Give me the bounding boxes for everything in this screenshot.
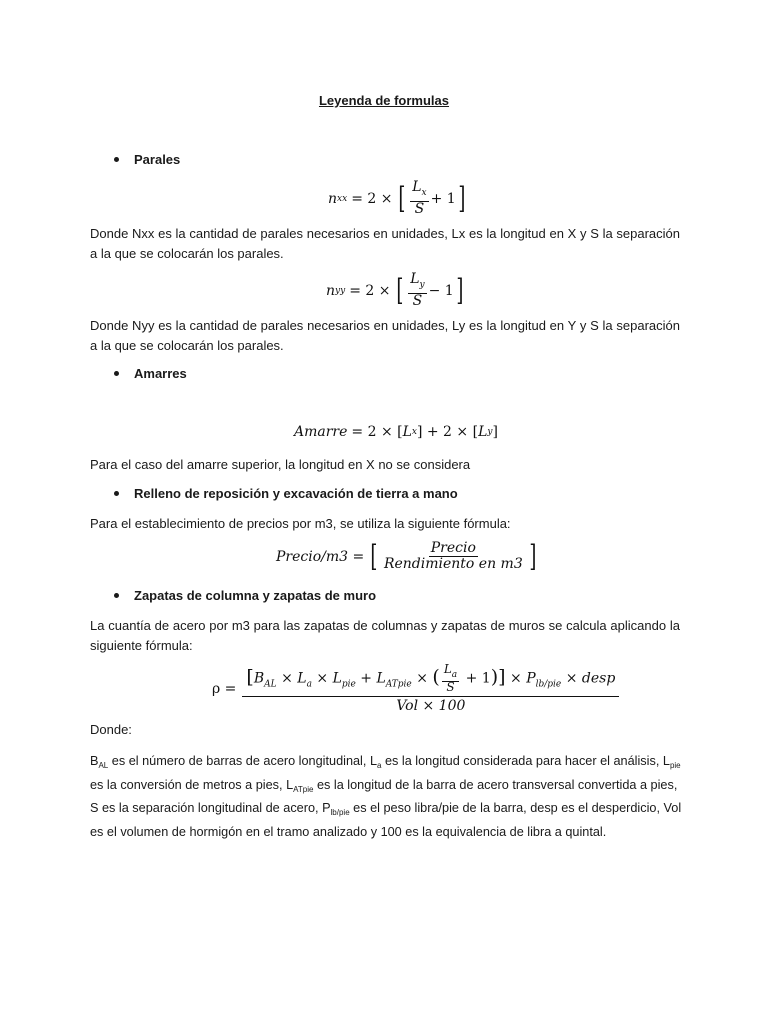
symbol-subscript: pie [669,761,681,770]
formula-symbol: ρ = [212,681,237,698]
bullet-dot-icon [114,593,119,598]
symbol-subscript: a [377,761,382,770]
formula-symbol: Precio/m3 = [276,548,365,565]
bullet-parales [114,152,180,167]
formula-symbol: n [328,190,338,207]
paragraph-nxx: Donde Nxx es la cantidad de parales necesarios en unidades, Lx es la longitud en X y S la separación a la que se colocarán los parales. [90,226,680,261]
formula-operator: + 1 [430,190,456,207]
fraction-denominator: S [414,201,425,217]
formula-subscript: y [487,427,493,437]
paragraph-legend [90,752,686,842]
legend-text: es el peso libra/pie de la barra, desp es el desperdicio, Vol es el volumen de hormigón en el tramo analizado y 100 es la equivalencia de libra a quintal. [90,801,682,839]
formula-symbol: L [402,424,412,440]
bullet-label: Zapatas de columna y zapatas de muro [134,588,377,603]
fraction-numerator: L [410,271,420,287]
bullet-label: Parales [134,152,181,167]
legend-text: es la conversión de metros a pies, [90,777,287,792]
formula-fraction [382,541,525,572]
paragraph-amarre-note: Para el caso del amarre superior, la longitud en X no se considera [90,457,471,472]
legend-text: es la longitud de la barra de acero transversal convertida a pies, S es la separación longitudinal de acero, [90,777,678,815]
bullet-dot-icon [114,491,119,496]
formula-nxx [328,180,467,217]
bracket-open-icon: [ [398,180,406,216]
bracket-open-icon: [ [370,538,378,574]
formula-operator: − 1 [428,282,454,299]
symbol-p: P [322,801,331,815]
bullet-label: Relleno de reposición y excavación de tierra a mano [134,486,458,501]
formula-nyy [326,272,465,309]
formula-operator: = 2 × [351,190,393,207]
fraction-denominator: Rendimiento en m3 [383,556,523,572]
fraction-denominator: S [412,293,423,309]
symbol-b: B [90,754,99,768]
fraction-numerator: [$B_{AL} \times L_a \times L_{pie} + L_{ATpie}$ × ( $\frac{L_a}{S}$ + $1)] \times P_{lb/pie}$ × desp [242,664,619,697]
symbol-lpie: L [662,754,670,768]
bracket-open-icon: [ [396,272,404,308]
formula-operator: ] [492,424,498,440]
page-title: Leyenda de formulas [318,93,450,108]
fraction-numerator: Precio [430,540,476,556]
bracket-close-icon: ] [529,538,537,574]
formula-operator: = 2 × [ [351,424,403,440]
formula-fraction [242,664,619,715]
legend-text: es el número de barras de acero longitudinal, [108,754,370,768]
formula-operator: = 2 × [349,282,391,299]
formula-symbol: Amarre [294,424,348,440]
formula-rho [212,664,621,715]
paragraph-zapatas-intro: La cuantía de acero por m3 para las zapatas de columnas y zapatas de muros se calcula aplicando la siguiente fórmula: [90,618,680,653]
bullet-amarres [114,366,187,381]
formula-amarre [294,424,498,440]
bullet-relleno [114,486,458,501]
formula-operator: ] + 2 × [ [416,424,479,440]
formula-subscript: y [419,280,425,290]
formula-subscript: xx [337,193,348,204]
symbol-subscript: ATpie [293,784,314,794]
formula-subscript: x [421,188,427,198]
symbol-la: L [369,754,377,768]
fraction-denominator: Vol × 100 [396,697,466,714]
fraction-numerator: L [412,179,422,195]
paragraph-donde: Donde: [90,722,132,737]
formula-subscript: yy [335,285,346,296]
formula-precio [276,538,538,574]
symbol-lat: L [286,777,294,792]
bullet-label: Amarres [134,366,187,381]
formula-fraction [408,272,426,309]
formula-symbol: n [326,282,336,299]
bullet-zapatas [114,588,376,603]
bracket-close-icon: ] [458,180,466,216]
paragraph-nyy: Donde Nyy es la cantidad de parales necesarios en unidades, Ly es la longitud en Y y S la separación a la que se colocarán los parales. [90,318,680,353]
formula-fraction [410,180,428,217]
bullet-dot-icon [114,371,119,376]
legend-text: es la longitud considerada para hacer el análisis, [381,754,663,768]
bracket-close-icon: ] [456,272,464,308]
bullet-dot-icon [114,157,119,162]
formula-subscript: x [411,427,417,437]
formula-symbol: L [478,424,488,440]
symbol-subscript: lb/pie [330,808,350,817]
symbol-subscript: AL [98,761,109,770]
paragraph-relleno-intro: Para el establecimiento de precios por m3, se utiliza la siguiente fórmula: [90,516,511,531]
